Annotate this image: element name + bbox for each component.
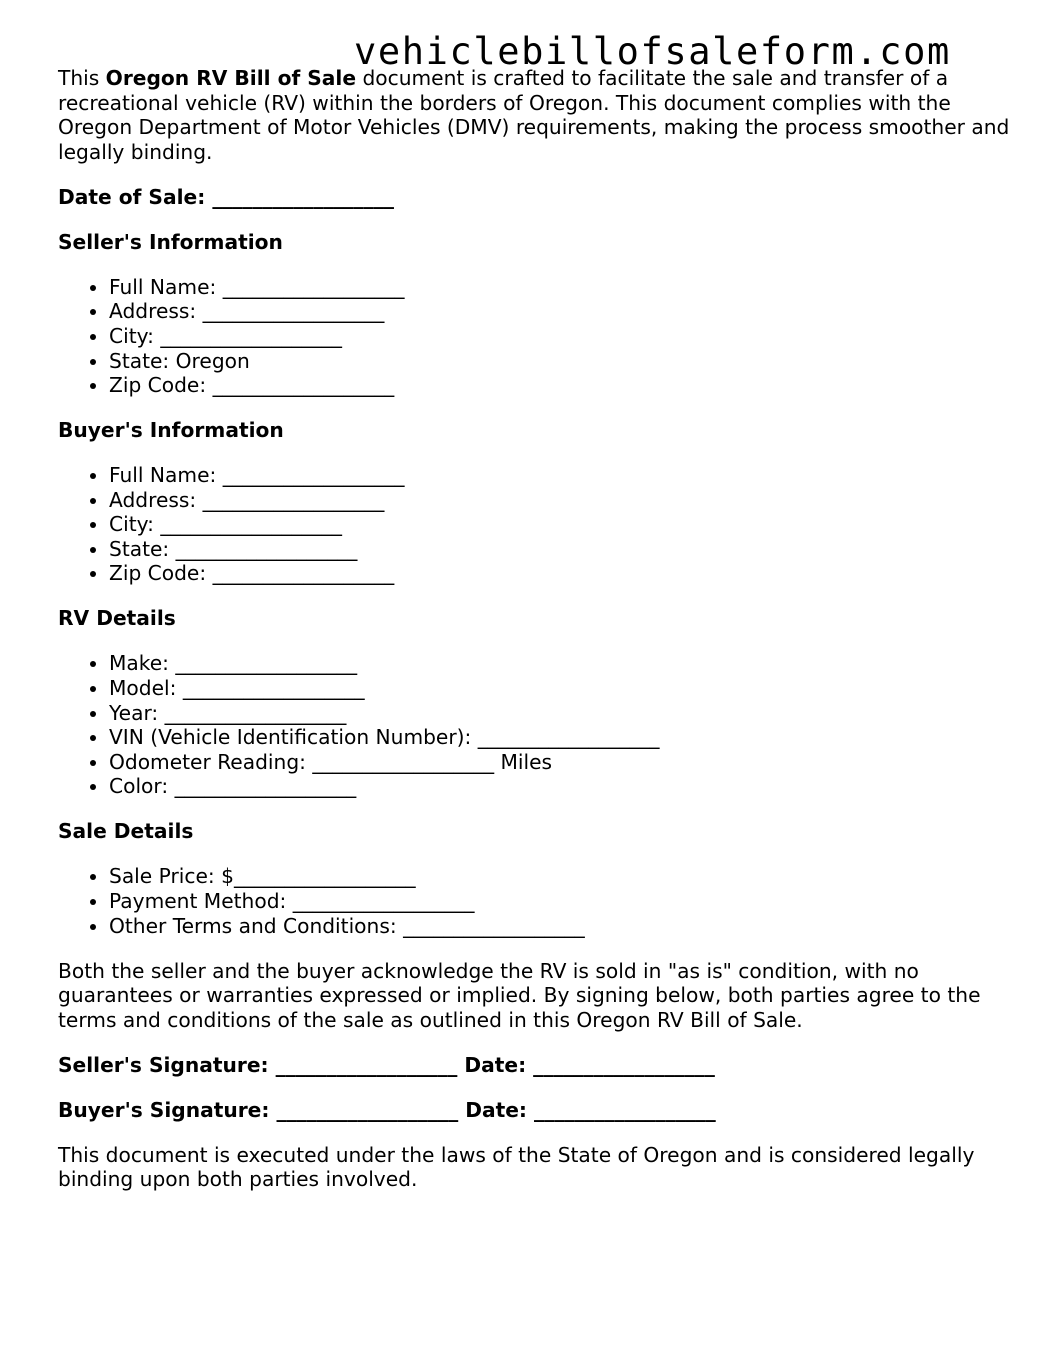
list-item: • Address: __________________: [109, 488, 1018, 513]
sale-details-heading: Sale Details: [58, 819, 194, 844]
list-item: • State: __________________: [109, 537, 1018, 562]
list-item: • VIN (Vehicle Identification Number): __________________: [109, 725, 1018, 750]
rv-color-field[interactable]: __________________: [174, 774, 357, 799]
date-of-sale-field[interactable]: __________________: [212, 184, 394, 209]
bill-of-sale-document: [58, 66, 1018, 1192]
date-of-sale-label: Date of Sale:: [58, 184, 206, 209]
other-terms-field[interactable]: __________________: [403, 913, 585, 938]
buyer-info-list: [58, 463, 1018, 586]
list-item: • Sale Price: $__________________: [109, 864, 1018, 889]
buyer-state-field[interactable]: __________________: [175, 536, 358, 561]
seller-date-field[interactable]: __________________: [533, 1052, 715, 1077]
watermark-text: vehiclebillofsaleform.com: [354, 30, 951, 73]
seller-full-name-field[interactable]: __________________: [222, 274, 405, 299]
sale-price-field[interactable]: __________________: [233, 864, 416, 889]
seller-state-value: State: Oregon: [109, 348, 250, 373]
intro-paragraph: This Oregon RV Bill of Sale document is crafted to facilitate the sale and transfer of a recreational vehicle (RV) within the borders of Oregon. This document complies with the Oregon Department of Motor Vehicles (DMV) requirements, making the process smoother and legally binding.: [58, 66, 1010, 164]
buyer-date-field[interactable]: __________________: [534, 1097, 716, 1122]
list-item: • Other Terms and Conditions: __________________: [109, 914, 1018, 939]
list-item: • Full Name: __________________: [109, 275, 1018, 300]
list-item: • Zip Code: __________________: [109, 373, 1018, 398]
date-of-sale-line: [58, 185, 1018, 210]
seller-city-field[interactable]: __________________: [160, 323, 343, 348]
list-item: • Odometer Reading: __________________ Miles: [109, 750, 1018, 775]
seller-address-field[interactable]: __________________: [202, 299, 385, 324]
list-item: • Address: __________________: [109, 299, 1018, 324]
rv-make-field[interactable]: __________________: [175, 651, 358, 676]
sale-details-list: [58, 864, 1018, 938]
list-item: [109, 349, 1018, 374]
seller-section-heading: Seller's Information: [58, 229, 283, 254]
buyer-full-name-field[interactable]: __________________: [222, 463, 405, 488]
list-item: • Make: __________________: [109, 651, 1018, 676]
list-item: • City: __________________: [109, 324, 1018, 349]
buyer-city-field[interactable]: __________________: [160, 512, 343, 537]
list-item: • Zip Code: __________________: [109, 561, 1018, 586]
rv-year-field[interactable]: __________________: [164, 700, 347, 725]
list-item: • Full Name: __________________: [109, 463, 1018, 488]
acknowledgement-paragraph: Both the seller and the buyer acknowledge the RV is sold in "as is" condition, with no guarantees or warranties expressed or implied. By signing below, both parties agree to the terms and conditions of the sale as outlined in this Oregon RV Bill of Sale.: [58, 958, 981, 1032]
list-item: • City: __________________: [109, 512, 1018, 537]
list-item: • Payment Method: __________________: [109, 889, 1018, 914]
seller-info-list: [58, 275, 1018, 398]
closing-paragraph: This document is executed under the laws of the State of Oregon and is considered legally binding upon both parties involved.: [58, 1142, 975, 1192]
rv-details-list: [58, 651, 1018, 799]
list-item: • Color: __________________: [109, 774, 1018, 799]
rv-odometer-field[interactable]: __________________: [312, 749, 495, 774]
document-title: Oregon RV Bill of Sale: [105, 66, 357, 90]
buyer-signature-line: Buyer's Signature: __________________ Date: __________________: [58, 1097, 716, 1122]
payment-method-field[interactable]: __________________: [292, 888, 475, 913]
buyer-zip-field[interactable]: __________________: [212, 561, 395, 586]
rv-vin-field[interactable]: __________________: [477, 725, 660, 750]
seller-signature-field[interactable]: __________________: [275, 1052, 458, 1077]
rv-details-heading: RV Details: [58, 606, 176, 631]
rv-model-field[interactable]: __________________: [182, 676, 365, 701]
list-item: • Year: __________________: [109, 701, 1018, 726]
buyer-signature-field[interactable]: __________________: [276, 1097, 459, 1122]
seller-signature-line: Seller's Signature: __________________ Date: __________________: [58, 1052, 715, 1077]
buyer-address-field[interactable]: __________________: [202, 487, 385, 512]
list-item: • Model: __________________: [109, 676, 1018, 701]
seller-zip-field[interactable]: __________________: [212, 373, 395, 398]
odometer-unit: Miles: [500, 749, 553, 774]
buyer-section-heading: Buyer's Information: [58, 418, 284, 443]
